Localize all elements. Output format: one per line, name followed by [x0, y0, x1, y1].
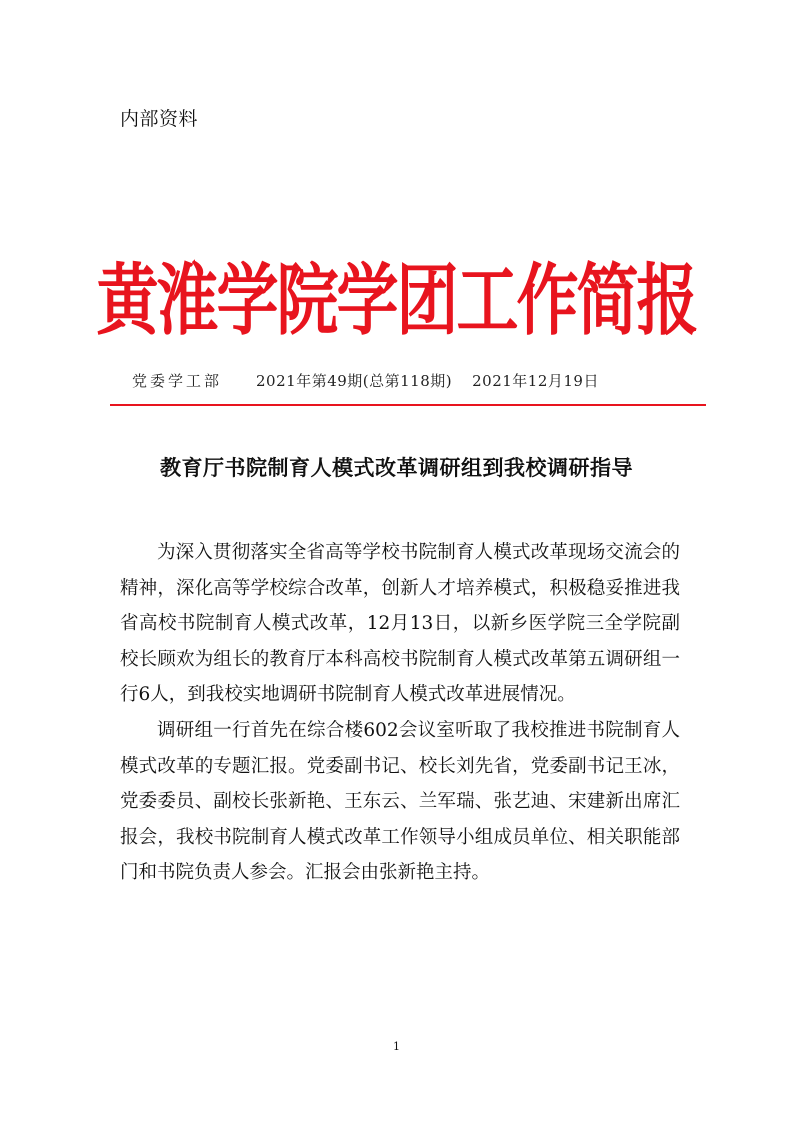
article-paragraph: 调研组一行首先在综合楼602会议室听取了我校推进书院制育人模式改革的专题汇报。党委副书记、校长刘先省，党委副书记王冰，党委委员、副校长张新艳、王东云、兰军瑞、张艺迪、宋建新出席汇报会，我校书院制育人模式改革工作领导小组成员单位、相关职能部门和书院负责人参会。汇报会由张新艳主持。	[120, 719, 680, 884]
article-paragraph: 为深入贯彻落实全省高等学校书院制育人模式改革现场交流会的精神，深化高等学校综合改革，创新人才培养模式，积极稳妥推进我省高校书院制育人模式改革，12月13日，以新乡医学院三全学院副校长顾欢为组长的教育厅本科高校书院制育人模式改革第五调研组一行6人，到我校实地调研书院制育人模式改革进展情况。	[120, 542, 680, 706]
issue-number: 2021年第49期(总第118期)	[256, 372, 453, 390]
issue-date: 2021年12月19日	[472, 372, 599, 390]
masthead-title: 黄淮学院学团工作简报	[96, 254, 697, 346]
red-divider-rule	[110, 404, 706, 406]
page-number: 1	[393, 1040, 400, 1053]
issue-info-line	[132, 370, 692, 391]
article-body	[120, 535, 680, 891]
department-name: 党委学工部	[132, 372, 223, 390]
internal-material-label: 内部资料	[120, 108, 199, 130]
article-title: 教育厅书院制育人模式改革调研组到我校调研指导	[160, 455, 633, 480]
